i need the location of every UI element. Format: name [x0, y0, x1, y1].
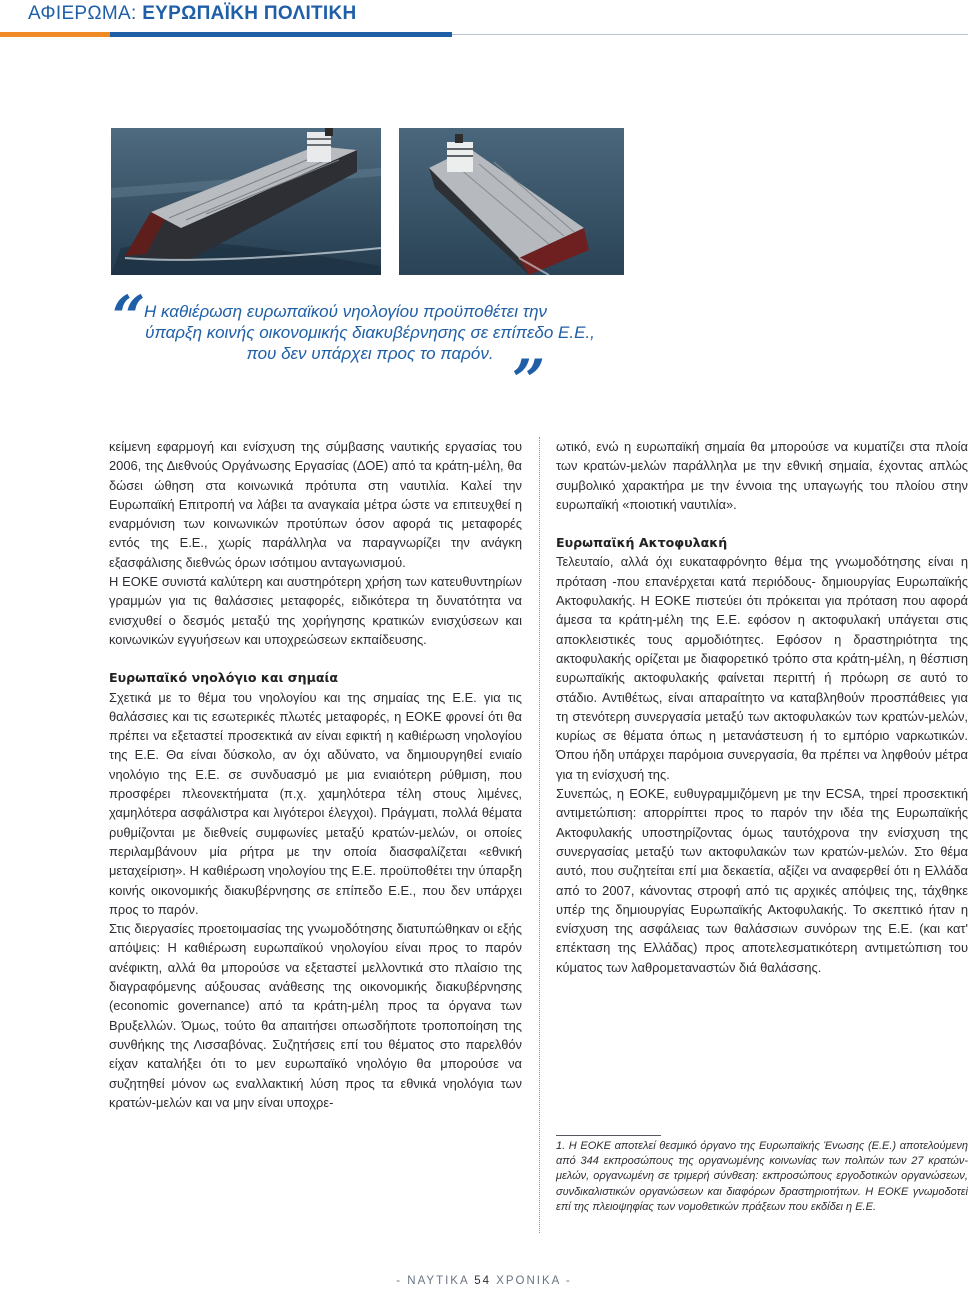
section-topic: ΕΥΡΩΠΑΪΚΗ ΠΟΛΙΤΙΚΗ — [142, 3, 357, 24]
body-paragraph: κείμενη εφαρμογή και ενίσχυση της σύμβασης ναυτικής εργασίας του 2006, της Διεθνούς Οργάνωσης Εργασίας (ΔΟΕ) από τα κράτη-μέλη, θα δώσει ώθηση στα κοινωνικά πρότυπα στη ναυτιλία. Καλεί την Ευρωπαϊκή Επιτροπή να λάβει τα αναγκαία μέτρα ώστε να επιτευχθεί η εναρμόνιση των κοινωνικών προτύπων όσον αφορά τις μεταφορές εντός της Ε.Ε., χωρίς παράλληλα να παραγνωρίζει την ανάγκη εξασφάλισης διεθνώς όρων ισότιμου ανταγωνισμού. — [109, 439, 522, 570]
section-heading-coastguard: Ευρωπαϊκή Ακτοφυλακή — [556, 535, 728, 551]
body-paragraph: Σχετικά με το θέμα του νηολογίου και της σημαίας της Ε.Ε. για τις θαλάσσιες και τις εσωτερικές πλωτές μεταφορές, η ΕΟΚΕ φρονεί ότι θα πρέπει να εξεταστεί προσεκτικά αν είναι εφικτή η καθιέρωση νηολογίου της Ε.Ε. Θα είναι δύσκολο, αν όχι αδύνατο, να δημιουργηθεί ενιαίο νηολόγιο της Ε.Ε. σε συνδυασμό με μια ενιαιότερη ρύθμιση, που προσφέρει πλεονεκτήματα (π.χ. χαμηλότερα τέλη στους λιμένες, χαμηλότερα ασφάλιστρα και λιγότεροι έλεγχοι). Πράγματι, πολλά θέματα ρυθμίζονται με διεθνείς συμφωνίες μεταξύ κρατών-μελών, οι οποίες περιλαμβάνουν μία ρήτρα με την οποία διασφαλίζεται «εθνική μεταχείριση». Η καθιέρωση νηολογίου της Ε.Ε. προϋποθέτει την ύπαρξη κοινής οικονομικής διακυβέρνησης σε επίπεδο Ε.Ε., που δεν υπάρχει προς το παρόν. — [109, 689, 522, 917]
section-title — [28, 3, 357, 25]
page-number: 54 — [474, 1275, 491, 1287]
header-rule-orange — [0, 32, 110, 37]
body-paragraph: ωτικό, ενώ η ευρωπαϊκή σημαία θα μπορούσε να κυματίζει στα πλοία των κρατών-μελών παράλληλα με την εθνική σημαία, έχοντας απλώς συμβολικό χαρακτήρα με την έννοια της υπαγωγής του πλοίου στην ευρωπαϊκή «ποιοτική ναυτιλία». — [556, 439, 968, 512]
body-paragraph: Συνεπώς, η ΕΟΚΕ, ευθυγραμμιζόμενη με την ECSA, τηρεί προσεκτική αντιμετώπιση: απορρίπτει προς το παρόν την ιδέα της Ευρωπαϊκής Ακτοφυλακής υποστηρίζοντας όμως ταυτόχρονα την ενίσχυση της συνεργασίας μεταξύ των ακτοφυλακών των κρατών-μελών. Στο θέμα αυτό, που συζητείται επί μια δεκαετία, αξίζει να αναφερθεί ότι η Ελλάδα από το 2007, κάνοντας στροφή από τις αρχικές απόψεις της, τάχθηκε υπέρ της δημιουργίας Ευρωπαϊκής Ακτοφυλακής. Το σκεπτικό ήταν η ενίσχυση της ασφάλειας των θαλάσσιων συνόρων της Ε.Ε. (και κατ' επέκταση της Ελλάδας) προς αποτελεσματικότερη αντιμετώπιση του κύματος των λαθρομεταναστών διά θαλάσσης. — [556, 786, 968, 975]
footer-right: ΧΡΟΝΙΚΑ - — [496, 1275, 572, 1287]
header-rule-blue — [110, 32, 452, 37]
pull-quote-line: Η καθιέρωση ευρωπαϊκού νηολογίου προϋποθέτει την — [144, 302, 548, 321]
footer-left: - ΝΑΥΤΙΚΑ — [396, 1275, 469, 1287]
section-heading-registry: Ευρωπαϊκό νηολόγιο και σημαία — [109, 670, 339, 686]
pull-quote — [112, 283, 595, 415]
page-header — [0, 0, 968, 40]
column-divider — [539, 437, 540, 1233]
pull-quote-line: που δεν υπάρχει προς το παρόν. — [246, 344, 494, 363]
page-footer — [0, 1275, 968, 1287]
pull-quote-line: ύπαρξη κοινής οικονομικής διακυβέρνησης σε επίπεδο Ε.Ε., — [145, 323, 595, 342]
footnote-rule — [556, 1135, 661, 1136]
left-column — [109, 437, 522, 1112]
body-paragraph: Στις διεργασίες προετοιμασίας της γνωμοδότησης διατυπώθηκαν οι εξής απόψεις: Η καθιέρωση ευρωπαϊκού νηολογίου είναι προς το παρόν ανέφικτη, αλλά θα μπορούσε να εξεταστεί μελλοντικά στο πλαίσιο της διαγραφόμενης αύξουσας ανάθεσης της οικονομικής διακυβέρνησης (economic governance) από τα κράτη-μέλη προς τα όργανα των Βρυξελλών. Όμως, τούτο θα απαιτήσει οπωσδήποτε τροποποίηση της συνθήκης της Λισσαβόνας. Συζητήσεις επί του θέματος στο παρελθόν είχαν καταλήξει ότι το μεν ευρωπαϊκό νηολόγιο θα μπορούσε να συζητηθεί μόνον ως εναλλακτική λύση προς τα εθνικά νηολόγια των κρατών-μελών και να μην είναι υποχρε- — [109, 921, 522, 1110]
section-label: ΑΦΙΕΡΩΜΑ: — [28, 3, 137, 24]
body-paragraph: Η ΕΟΚΕ συνιστά καλύτερη και αυστηρότερη χρήση των κατευθυντηρίων γραμμών για τις θαλάσσιες μεταφορές, ειδικότερα τη δυνατότητα να ενισχυθεί ο δεσμός μεταξύ της χορήγησης κρατικών ενισχύσεων και κοινωνικών εγγυήσεων και υποχρεώσεων εκπαίδευσης. — [109, 574, 522, 647]
tanker-ship-photo-left — [111, 128, 381, 275]
right-column — [556, 437, 968, 977]
open-quote-icon: “ — [112, 283, 146, 351]
close-quote-icon: ” — [512, 347, 546, 415]
body-paragraph: Τελευταίο, αλλά όχι ευκαταφρόνητο θέμα της γνωμοδότησης είναι η πρόταση -που επανέρχεται κατά περιόδους- δημιουργίας Ευρωπαϊκής Ακτοφυλακής. Η ΕΟΚΕ πιστεύει ότι πρόκειται για πρόταση που αφορά άμεσα τα κράτη-μέλη της Ε.Ε. εφόσον η ακτοφυλακή υπάγεται στις αποκλειστικές τους αρμοδιότητες. Εφόσον η δραστηριότητα της ακτοφυλακής ορίζεται με διαφορετικό τρόπο στα κράτη-μέλη, η θέσπιση ευρωπαϊκής ακτοφυλακής φαίνεται περιττή ή πρόωρη σε αυτό το στάδιο. Αντιθέτως, είναι απαραίτητο να καταβληθούν προσπάθειες για τη στενότερη συνεργασία μεταξύ των ακτοφυλακών των κρατών-μελών, κυρίως σε θέματα όπως η μετανάστευση ή το εμπόριο ναρκωτικών. Όπου ήδη υπάρχει παρόμοια συνεργασία, θα πρέπει να ληφθούν μέτρα για τη ενίσχυσή της. — [556, 554, 968, 782]
tanker-ship-photo-right — [399, 128, 624, 275]
header-rule-grey — [452, 34, 968, 35]
footnote: 1. Η ΕΟΚΕ αποτελεί θεσμικό όργανο της Ευρωπαϊκής Ένωσης (Ε.Ε.) αποτελούμενη από 344 εκπροσώπους της οργανωμένης κοινωνίας των πολιτών των 27 κρατών-μελών, οργανωμένη σε τριμερή σύνθεση: εκπροσώπους εργοδοτικών οργανώσεων, συνδικαλιστικών οργανώσεων και διαφόρων δραστηριοτήτων. Η ΕΟΚΕ γνωμοδοτεί επί της πλειοψηφίας των νομοθετικών πράξεων που εκδίδει η Ε.Ε. — [556, 1140, 968, 1213]
